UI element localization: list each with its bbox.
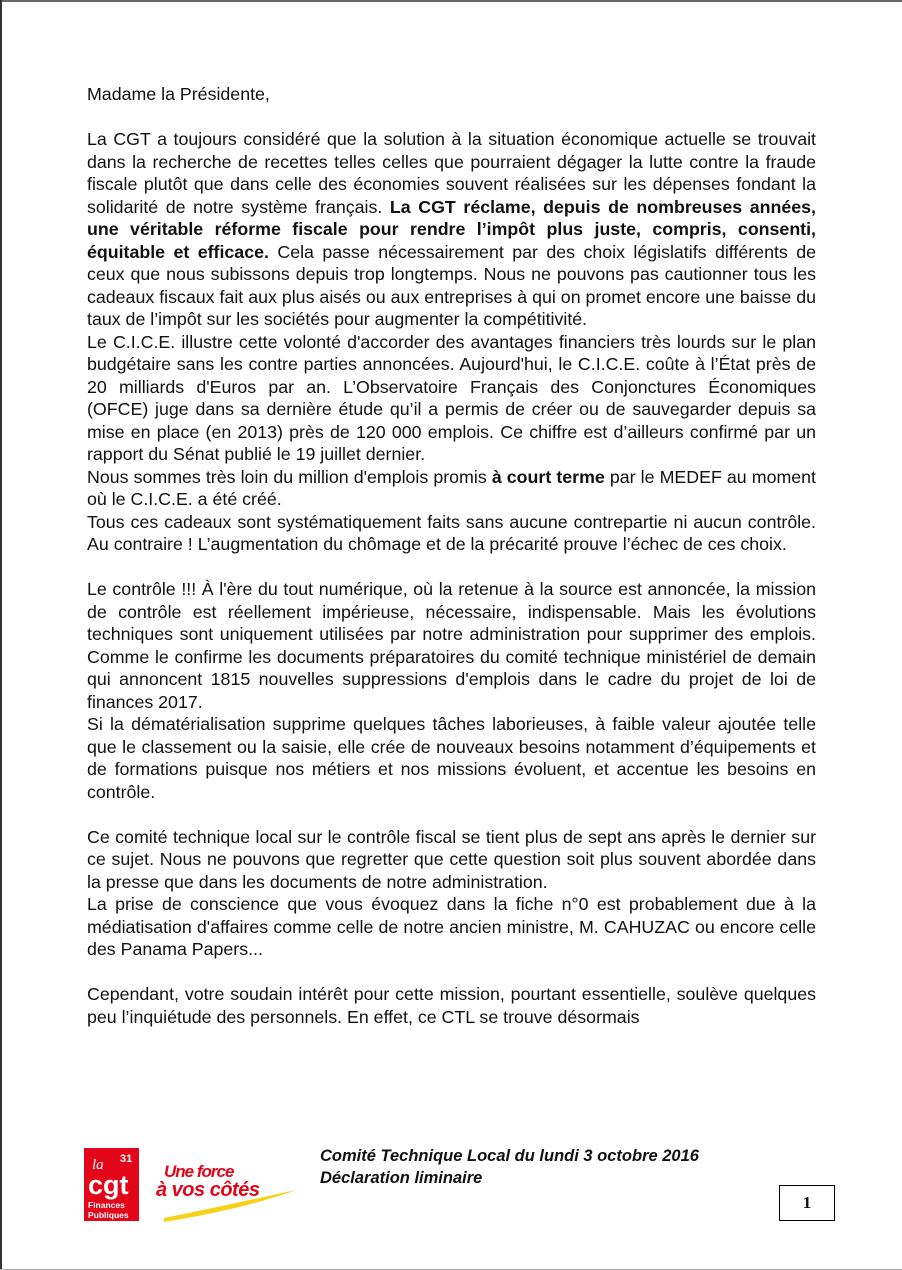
paragraph-2: Le C.I.C.E. illustre cette volonté d'accorder des avantages financiers très lourds sur le plan budgétaire sans les contre parties annoncées. Aujourd'hui, le C.I.C.E. coûte à l’État près de 20 milliards d'Euros par an. L’Observatoire Français des Conjonctures Économiques (OFCE) juge dans sa dernière étude qu’il a permis de créer ou de sauvegarder depuis sa mise en place (en 2013) près de 120 000 emplois. Ce chiffre est d’ailleurs confirmé par un rapport du Sénat publié le 19 juillet dernier. [87, 331, 816, 464]
page-number: 1 [779, 1185, 835, 1221]
cgt-logo [84, 1148, 304, 1224]
page-border-top [0, 0, 902, 2]
logo-slogan-line1: Une force [164, 1162, 234, 1181]
p3-text-a: Nous sommes très loin du million d'emplois promis [87, 466, 492, 487]
page-border-left [0, 0, 2, 1270]
logo-cgt: cgt [88, 1170, 129, 1200]
paragraph-3 [87, 466, 816, 511]
logo-sub-finances: Finances [88, 1200, 125, 1210]
footer-line-2: Déclaration liminaire [320, 1169, 483, 1187]
paragraph-6: Si la dématérialisation supprime quelques tâches laborieuses, à faible valeur ajoutée telle que le classement ou la saisie, elle crée de nouveaux besoins notamment d’équipements et de formations puisque nos métiers et nos missions évoluent, et accentue les besoins en contrôle. [87, 714, 816, 802]
p1-text-a: La CGT a toujours considéré que la solution à la situation économique actuelle se trouvait dans la recherche de recettes telles celles que pourraient dégager la lutte contre la fraude fiscale plutôt que dans celle des économies souvent réalisées sur les dépenses fondant la solidarité de notre système français. [87, 129, 816, 217]
p1-bold-demand: La CGT réclame, depuis de nombreuses années, une véritable réforme fiscale pour rendre l’impôt plus juste, compris, consenti, équitable et efficace. [87, 196, 816, 262]
paragraph-8: La prise de conscience que vous évoquez dans la fiche n°0 est probablement due à la médiatisation d'affaires comme celle de notre ancien ministre, M. CAHUZAC ou encore celle des Panama Papers... [87, 894, 816, 959]
paragraph-1 [87, 128, 816, 331]
letter-body [87, 83, 816, 1028]
p1-text-c: Cela passe nécessairement par des choix législatifs différents de ceux que nous subissons depuis trop longtemps. Nous ne pouvons pas cautionner tous les cadeaux fiscaux fait aux plus aisés ou aux entreprises à qui on promet encore une baisse du taux de l’impôt sur les sociétés pour augmenter la compétitivité. [87, 241, 817, 329]
logo-slogan-line2: à vos côtés [156, 1179, 260, 1201]
footer-title [320, 1145, 699, 1189]
salutation: Madame la Présidente, [87, 84, 270, 104]
paragraph-7: Ce comité technique local sur le contrôle fiscal se tient plus de sept ans après le dernier sur ce sujet. Nous ne pouvons que regretter que cette question soit plus souvent abordée dans la presse que dans les documents de notre administration. [87, 826, 816, 892]
paragraph-5: Le contrôle !!! À l'ère du tout numérique, où la retenue à la source est annoncée, la mission de contrôle est réellement impérieuse, nécessaire, indispensable. Mais les évolutions techniques sont uniquement utilisées par notre administration pour supprimer des emplois. Comme le confirme les documents préparatoires du comité technique ministériel de demain qui annoncent 1815 nouvelles suppressions d'emplois dans le cadre du projet de loi de finances 2017. [87, 579, 816, 712]
logo-la: la [92, 1157, 104, 1173]
p3-text-c: par le MEDEF au moment où le C.I.C.E. a été créé. [87, 466, 816, 509]
paragraph-4: Tous ces cadeaux sont systématiquement faits sans aucune contrepartie ni aucun contrôle. Au contraire ! L’augmentation du chômage et de la précarité prouve l’échec de ces choix. [87, 511, 816, 554]
logo-sub-publiques: Publiques [88, 1210, 129, 1220]
footer-line-1: Comité Technique Local du lundi 3 octobre 2016 [320, 1147, 699, 1165]
logo-department: 31 [120, 1153, 133, 1165]
paragraph-9: Cependant, votre soudain intérêt pour cette mission, pourtant essentielle, soulève quelques peu l’inquiétude des personnels. En effet, ce CTL se trouve désormais [87, 984, 816, 1027]
p3-bold-short-term: à court terme [491, 466, 605, 487]
